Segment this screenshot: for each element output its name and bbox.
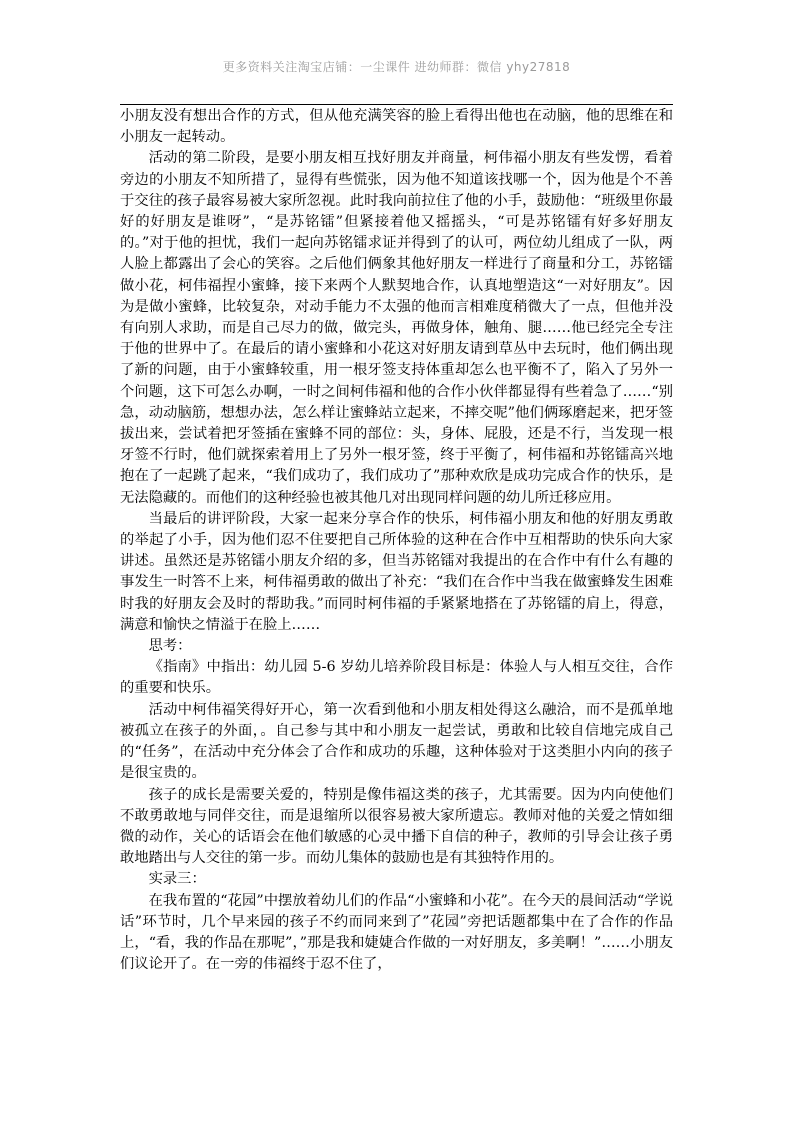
- paragraph-1: 小朋友没有想出合作的方式，但从他充满笑容的脸上看得出他也在动脑，他的思维在和小朋友一起转动。: [120, 108, 673, 146]
- paragraph-3: 当最后的讲评阶段，大家一起来分享合作的快乐，柯伟福小朋友和他的好朋友勇敢的举起了小手，因为他们忍不住要把自己所体验的这种在合作中互相帮助的快乐向大家讲述。虽然还是苏铭镭小朋友介绍的多，但当苏铭镭对我提出的在合作中有什么有趣的事发生一时答不上来，柯伟福勇敢的做出了补充：“我们在合作中当我在做蜜蜂发生困难时我的好朋友会及时的帮助我。”而同时柯伟福的手紧紧地搭在了苏铭镭的肩上，得意，满意和愉快之情溢于在脸上……: [120, 510, 673, 633]
- document-body: [120, 106, 673, 975]
- paragraph-6: 孩子的成长是需要关爱的，特别是像伟福这类的孩子，尤其需要。因为内向使他们不敢勇敢地与同伴交往，而是退缩所以很容易被大家所遗忘。教师对他的关爱之情如细微的动作，关心的话语会在他们敏感的心灵中播下自信的种子，教师的引导会让孩子勇敢地踏出与人交往的第一步。而幼儿集体的鼓励也是有其独特作用的。: [120, 786, 673, 867]
- paragraph-record-three-heading: 实录三：: [148, 871, 206, 888]
- paragraph-thinking-heading: 思考：: [148, 638, 192, 655]
- page-header-watermark: 更多资料关注淘宝店铺：一尘课件 进幼师群：微信 yhy27818: [222, 60, 571, 74]
- paragraph-2: 活动的第二阶段，是要小朋友相互找好朋友并商量，柯伟福小朋友有些发愣，看着旁边的小朋友不知所措了，显得有些慌张，因为他不知道该找哪一个，因为他是个不善于交往的孩子最容易被大家所忽视。此时我向前拉住了他的小手，鼓励他：“班级里你最好的好朋友是谁呀”，“是苏铭镭”但紧接着他又摇摇头，“可是苏铭镭有好多好朋友的。”对于他的担忧，我们一起向苏铭镭求证并得到了的认可，两位幼儿组成了一队，两人脸上都露出了会心的笑容。之后他们俩象其他好朋友一样进行了商量和分工，苏铭镭做小花，柯伟福捏小蜜蜂，接下来两个人默契地合作，认真地塑造这“一对好朋友”。因为是做小蜜蜂，比较复杂，对动手能力不太强的他而言相难度稍微大了一点，但他并没有向别人求助，而是自己尽力的做，做完头，再做身体，触角、腿……他已经完全专注于他的世界中了。在最后的请小蜜蜂和小花这对好朋友请到草丛中去玩时，他们俩出现了新的问题，由于小蜜蜂较重，用一根牙签支持体重却怎么也平衡不了，陷入了另外一个问题，这下可怎么办啊，一时之间柯伟福和他的合作小伙伴都显得有些着急了……“别急，动动脑筋，想想办法，怎么样让蜜蜂站立起来，不摔交呢”他们俩琢磨起来，把牙签拔出来，尝试着把牙签插在蜜蜂不同的部位：头，身体、屁股，还是不行，当发现一根牙签不行时，他们就探索着用上了另外一根牙签，终于平衡了，柯伟福和苏铭镭高兴地抱在了一起跳了起来，“我们成功了，我们成功了”那种欢欣是成功完成合作的快乐，是无法隐藏的。而他们的这种经验也被其他几对出现同样问题的幼儿所迁移应用。: [120, 150, 673, 506]
- paragraph-5: 活动中柯伟福笑得好开心，第一次看到他和小朋友相处得这么融洽，而不是孤单地被孤立在孩子的外面，。自己参与其中和小朋友一起尝试，勇敢和比较自信地完成自己的“任务”，在活动中充分体会了合作和成功的乐趣，这种体验对于这类胆小内向的孩子是很宝贵的。: [120, 701, 673, 782]
- header-rule: [120, 104, 673, 105]
- paragraph-8: 在我布置的“花园”中摆放着幼儿们的作品“小蜜蜂和小花”。在今天的晨间活动“学说话”环节时，几个早来园的孩子不约而同来到了”花园”旁把话题都集中在了合作的作品上，“看，我的作品在那呢”，”那是我和婕婕合作做的一对好朋友，多美啊！”……小朋友们议论开了。在一旁的伟福终于忍不住了，: [120, 892, 673, 973]
- paragraph-guide-quote: 《指南》中指出：幼儿园 5-6 岁幼儿培养阶段目标是：体验人与人相互交往，合作的重要和快乐。: [120, 659, 673, 697]
